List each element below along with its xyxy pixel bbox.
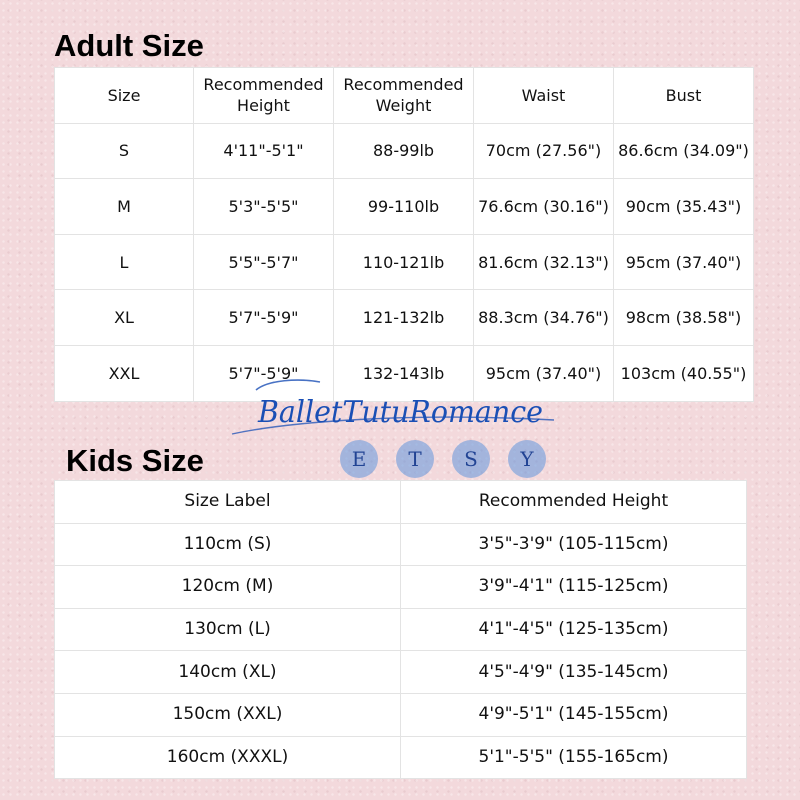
table-cell: XL <box>55 290 194 346</box>
table-row <box>55 123 754 179</box>
table-cell: XXL <box>55 345 194 401</box>
kids-size-heading: Kids Size <box>66 443 204 478</box>
header-cell: Size <box>55 68 194 124</box>
adult-size-table <box>54 67 754 402</box>
header-cell: Recommended Height <box>401 481 747 524</box>
header-cell: Recommended Height <box>194 68 334 124</box>
table-cell: 5'1"-5'5" (155-165cm) <box>401 736 747 779</box>
table-cell: 130cm (L) <box>55 608 401 651</box>
table-cell: 4'11"-5'1" <box>194 123 334 179</box>
table-header-row <box>55 481 747 524</box>
table-cell: 86.6cm (34.09") <box>614 123 754 179</box>
table-cell: 5'7"-5'9" <box>194 345 334 401</box>
brand-name-text: BalletTutuRomance <box>257 395 543 430</box>
header-cell: Bust <box>614 68 754 124</box>
table-cell: M <box>55 179 194 235</box>
table-cell: 140cm (XL) <box>55 651 401 694</box>
table-cell: 70cm (27.56") <box>474 123 614 179</box>
etsy-letter: E <box>340 440 378 478</box>
table-cell: S <box>55 123 194 179</box>
table-row <box>55 179 754 235</box>
etsy-letter: S <box>452 440 490 478</box>
table-cell: 5'7"-5'9" <box>194 290 334 346</box>
table-cell: 76.6cm (30.16") <box>474 179 614 235</box>
table-row <box>55 523 747 566</box>
table-cell: 110-121lb <box>334 234 474 290</box>
table-row <box>55 566 747 609</box>
table-row <box>55 736 747 779</box>
table-cell: 4'1"-4'5" (125-135cm) <box>401 608 747 651</box>
kids-size-table <box>54 480 747 779</box>
table-row <box>55 345 754 401</box>
header-cell: Waist <box>474 68 614 124</box>
table-cell: 99-110lb <box>334 179 474 235</box>
etsy-letter: T <box>396 440 434 478</box>
table-cell: 95cm (37.40") <box>614 234 754 290</box>
table-cell: 5'3"-5'5" <box>194 179 334 235</box>
table-row <box>55 290 754 346</box>
table-cell: 90cm (35.43") <box>614 179 754 235</box>
table-cell: L <box>55 234 194 290</box>
table-cell: 120cm (M) <box>55 566 401 609</box>
table-cell: 110cm (S) <box>55 523 401 566</box>
table-cell: 4'9"-5'1" (145-155cm) <box>401 693 747 736</box>
adult-size-heading: Adult Size <box>54 28 204 63</box>
table-cell: 4'5"-4'9" (135-145cm) <box>401 651 747 694</box>
table-row <box>55 693 747 736</box>
table-cell: 121-132lb <box>334 290 474 346</box>
table-row <box>55 651 747 694</box>
table-cell: 95cm (37.40") <box>474 345 614 401</box>
table-row <box>55 608 747 651</box>
table-cell: 88-99lb <box>334 123 474 179</box>
table-cell: 160cm (XXXL) <box>55 736 401 779</box>
header-cell: Size Label <box>55 481 401 524</box>
table-cell: 98cm (38.58") <box>614 290 754 346</box>
etsy-letter: Y <box>508 440 546 478</box>
table-cell: 132-143lb <box>334 345 474 401</box>
table-cell: 150cm (XXL) <box>55 693 401 736</box>
table-header-row <box>55 68 754 124</box>
table-cell: 88.3cm (34.76") <box>474 290 614 346</box>
table-row <box>55 234 754 290</box>
header-cell: Recommended Weight <box>334 68 474 124</box>
table-cell: 81.6cm (32.13") <box>474 234 614 290</box>
table-cell: 3'9"-4'1" (115-125cm) <box>401 566 747 609</box>
table-cell: 3'5"-3'9" (105-115cm) <box>401 523 747 566</box>
table-cell: 5'5"-5'7" <box>194 234 334 290</box>
table-cell: 103cm (40.55") <box>614 345 754 401</box>
